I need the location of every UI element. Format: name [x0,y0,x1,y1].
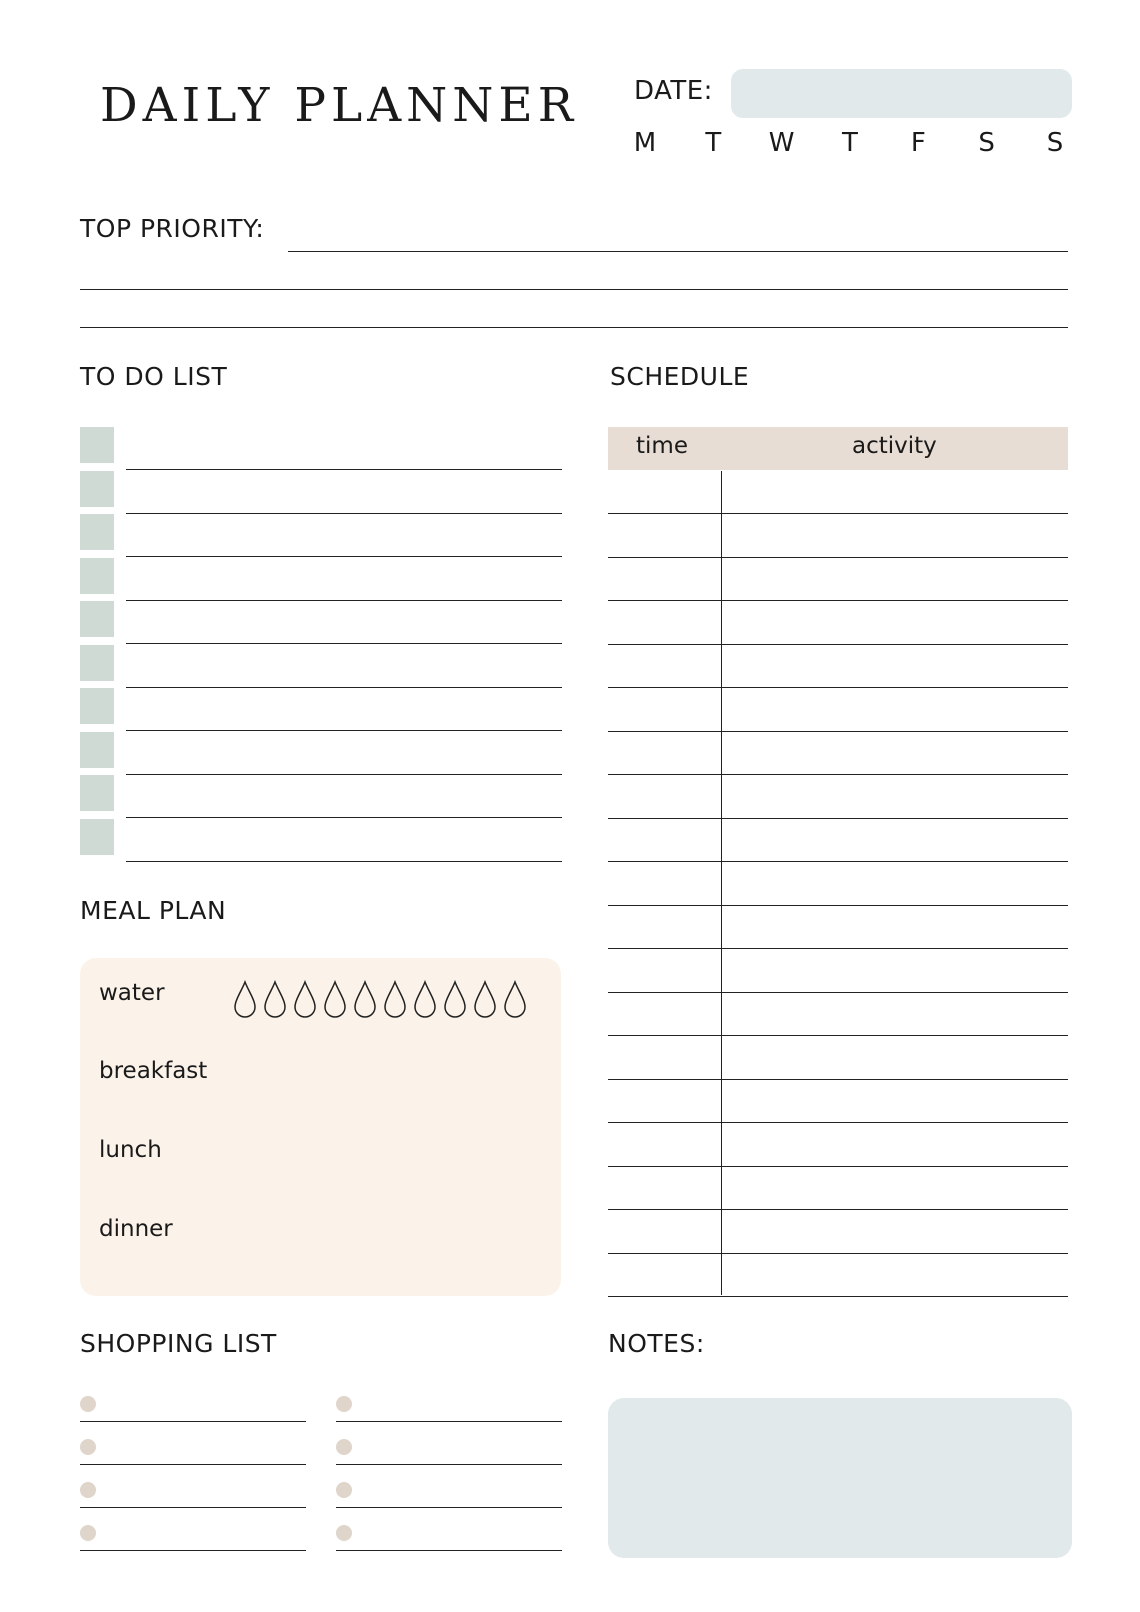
weekday-fri[interactable]: F [910,128,926,158]
top-priority-line-3[interactable] [80,327,1068,328]
weekday-mon[interactable]: M [633,128,657,158]
water-drop-icon[interactable] [382,980,408,1018]
todo-checkbox[interactable] [80,427,114,463]
schedule-col-time: time [636,433,688,459]
schedule-header [608,427,1068,470]
todo-line[interactable] [126,600,562,601]
schedule-divider [721,471,722,1295]
todo-checkbox[interactable] [80,601,114,637]
todo-checkbox[interactable] [80,688,114,724]
schedule-row-line[interactable] [608,1079,1068,1080]
schedule-row-line[interactable] [608,644,1068,645]
bullet-icon [80,1525,96,1541]
todo-line[interactable] [126,730,562,731]
schedule-row-line[interactable] [608,774,1068,775]
weekday-thu[interactable]: T [842,128,858,158]
meal-plan-title: MEAL PLAN [80,896,227,925]
dinner-label: dinner [99,1216,173,1242]
shopping-list-title: SHOPPING LIST [80,1329,277,1358]
schedule-row-line[interactable] [608,905,1068,906]
water-drop-icon[interactable] [442,980,468,1018]
shopping-item-line[interactable] [336,1507,562,1508]
todo-line[interactable] [126,687,562,688]
notes-title: NOTES: [608,1329,705,1358]
water-drop-icon[interactable] [412,980,438,1018]
todo-line[interactable] [126,774,562,775]
water-drop-icon[interactable] [232,980,258,1018]
todo-line[interactable] [126,556,562,557]
water-drop-icon[interactable] [352,980,378,1018]
todo-checkbox[interactable] [80,558,114,594]
bullet-icon [336,1525,352,1541]
schedule-row-line[interactable] [608,992,1068,993]
date-label: DATE: [634,76,713,106]
schedule-row-line[interactable] [608,687,1068,688]
todo-title: TO DO LIST [80,362,228,391]
bullet-icon [336,1439,352,1455]
schedule-row-line[interactable] [608,1209,1068,1210]
weekday-tue[interactable]: T [705,128,722,158]
schedule-col-activity: activity [852,433,937,459]
bullet-icon [80,1439,96,1455]
todo-line[interactable] [126,469,562,470]
water-drop-icon[interactable] [292,980,318,1018]
shopping-item-line[interactable] [80,1550,306,1551]
shopping-item-line[interactable] [336,1550,562,1551]
bullet-icon [80,1482,96,1498]
meal-plan-box [80,958,561,1296]
water-drop-icon[interactable] [502,980,528,1018]
lunch-label: lunch [99,1137,162,1163]
water-drop-icon[interactable] [472,980,498,1018]
schedule-row-line[interactable] [608,1296,1068,1297]
weekday-selector [630,128,1070,158]
schedule-row-line[interactable] [608,1253,1068,1254]
top-priority-line-1[interactable] [288,251,1068,252]
todo-line[interactable] [126,643,562,644]
bullet-icon [80,1396,96,1412]
todo-checkbox[interactable] [80,819,114,855]
top-priority-label: TOP PRIORITY: [80,214,265,243]
breakfast-label: breakfast [99,1058,208,1084]
schedule-row-line[interactable] [608,600,1068,601]
shopping-item-line[interactable] [336,1421,562,1422]
shopping-item-line[interactable] [336,1464,562,1465]
bullet-icon [336,1482,352,1498]
schedule-row-line[interactable] [608,731,1068,732]
water-tracker [232,980,528,1018]
todo-line[interactable] [126,861,562,862]
schedule-row-line[interactable] [608,1166,1068,1167]
weekday-sun[interactable]: S [1046,128,1064,158]
page-title: DAILY PLANNER [100,78,579,133]
shopping-item-line[interactable] [80,1421,306,1422]
todo-checkbox[interactable] [80,645,114,681]
shopping-item-line[interactable] [80,1507,306,1508]
schedule-row-line[interactable] [608,861,1068,862]
water-drop-icon[interactable] [322,980,348,1018]
bullet-icon [336,1396,352,1412]
notes-field[interactable] [608,1398,1072,1558]
water-drop-icon[interactable] [262,980,288,1018]
todo-checkbox[interactable] [80,732,114,768]
todo-checkbox[interactable] [80,775,114,811]
shopping-item-line[interactable] [80,1464,306,1465]
schedule-row-line[interactable] [608,948,1068,949]
todo-line[interactable] [126,817,562,818]
todo-line[interactable] [126,513,562,514]
todo-checkbox[interactable] [80,514,114,550]
weekday-wed[interactable]: W [768,128,795,158]
todo-checkbox[interactable] [80,471,114,507]
water-label: water [99,980,165,1006]
schedule-row-line[interactable] [608,557,1068,558]
top-priority-line-2[interactable] [80,289,1068,290]
schedule-row-line[interactable] [608,818,1068,819]
schedule-row-line[interactable] [608,1035,1068,1036]
weekday-sat[interactable]: S [978,128,995,158]
date-field[interactable] [731,69,1072,118]
schedule-row-line[interactable] [608,513,1068,514]
schedule-row-line[interactable] [608,1122,1068,1123]
schedule-title: SCHEDULE [610,362,750,391]
